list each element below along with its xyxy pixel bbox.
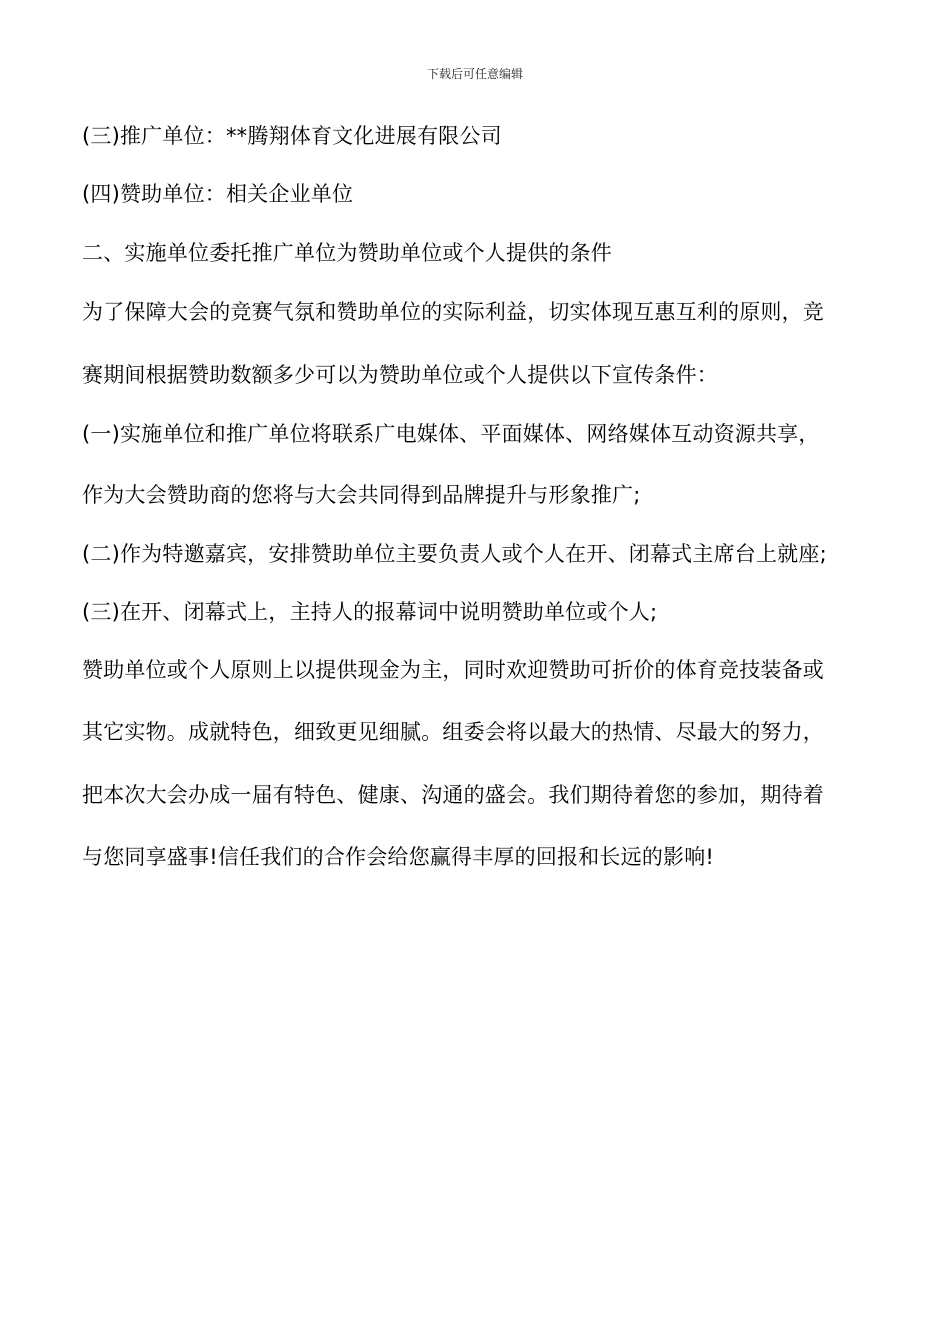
paragraph-line: 作为大会赞助商的您将与大会共同得到品牌提升与形象推广; <box>82 483 641 507</box>
paragraph-line: (三)推广单位：**腾翔体育文化进展有限公司 <box>82 124 502 148</box>
section-heading: 二、实施单位委托推广单位为赞助单位或个人提供的条件 <box>82 241 612 265</box>
paragraph-line: (四)赞助单位：相关企业单位 <box>82 182 354 206</box>
paragraph-line: 赞助单位或个人原则上以提供现金为主，同时欢迎赞助可折价的体育竞技装备或 <box>82 658 824 682</box>
paragraph-line: 其它实物。成就特色，细致更见细腻。组委会将以最大的热情、尽最大的努力， <box>82 720 824 744</box>
paragraph-line: 赛期间根据赞助数额多少可以为赞助单位或个人提供以下宣传条件： <box>82 363 718 387</box>
page-header: 下载后可任意编辑 <box>426 67 523 81</box>
paragraph-line: 把本次大会办成一届有特色、健康、沟通的盛会。我们期待着您的参加，期待着 <box>82 783 824 807</box>
paragraph-line: (三)在开、闭幕式上，主持人的报幕词中说明赞助单位或个人; <box>82 600 658 624</box>
paragraph-line: 与您同享盛事!信任我们的合作会给您赢得丰厚的回报和长远的影响! <box>82 845 715 869</box>
paragraph-line: (一)实施单位和推广单位将联系广电媒体、平面媒体、网络媒体互动资源共享， <box>82 422 820 446</box>
paragraph-line: 为了保障大会的竞赛气氛和赞助单位的实际利益，切实体现互惠互利的原则，竞 <box>82 300 824 324</box>
paragraph-line: (二)作为特邀嘉宾，安排赞助单位主要负责人或个人在开、闭幕式主席台上就座; <box>82 542 827 566</box>
